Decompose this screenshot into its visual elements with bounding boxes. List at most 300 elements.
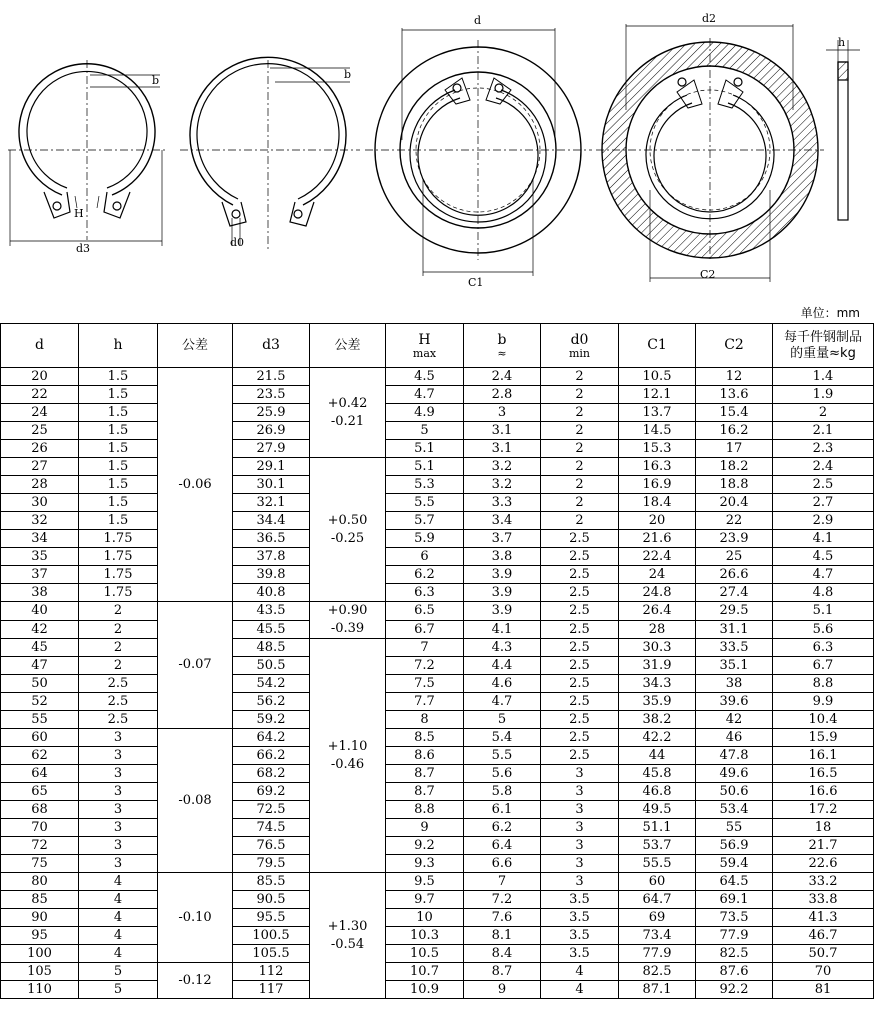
cell-C1: 18.4 (619, 494, 696, 512)
cell-H: 7 (386, 639, 464, 657)
table-row (1, 711, 874, 729)
cell-d0: 2.5 (541, 657, 619, 675)
d3-tolerance-line: -0.21 (330, 413, 365, 429)
cell-h: 1.5 (79, 512, 158, 530)
table-row (1, 657, 874, 675)
cell-w: 4.5 (773, 548, 874, 566)
cell-b: 3.2 (464, 458, 541, 476)
cell-d: 75 (1, 855, 79, 873)
cell-C1: 44 (619, 747, 696, 765)
cell-h: 1.5 (79, 440, 158, 458)
cell-H: 10.7 (386, 963, 464, 981)
cell-C1: 69 (619, 909, 696, 927)
cell-H: 5.5 (386, 494, 464, 512)
cell-d0: 3.5 (541, 927, 619, 945)
cell-h: 2.5 (79, 711, 158, 729)
cell-d0: 2 (541, 422, 619, 440)
cell-C2: 64.5 (696, 873, 773, 891)
cell-d3: 112 (233, 963, 310, 981)
cell-h: 3 (79, 747, 158, 765)
ring-installed-bore (365, 28, 592, 276)
cell-H: 8.8 (386, 801, 464, 819)
cell-d0: 2 (541, 386, 619, 404)
table-row (1, 584, 874, 602)
d3-tolerance-line: +0.50 (327, 512, 368, 528)
cell-C2: 50.6 (696, 783, 773, 801)
cell-d: 95 (1, 927, 79, 945)
column-header-main: d3 (262, 337, 280, 353)
cell-d: 72 (1, 837, 79, 855)
cell-d: 20 (1, 368, 79, 386)
cell-d: 70 (1, 819, 79, 837)
cell-h: 1.75 (79, 548, 158, 566)
label-d3: d3 (76, 242, 91, 255)
cell-d0: 2 (541, 476, 619, 494)
cell-b: 6.1 (464, 801, 541, 819)
cell-d0: 2 (541, 440, 619, 458)
cell-H: 10.5 (386, 945, 464, 963)
cell-w: 2.1 (773, 422, 874, 440)
d3-tolerance-line: +0.42 (327, 395, 368, 411)
cell-C2: 18.8 (696, 476, 773, 494)
cell-C1: 42.2 (619, 729, 696, 747)
cell-w: 6.7 (773, 657, 874, 675)
cell-b: 3.1 (464, 422, 541, 440)
cell-d: 24 (1, 404, 79, 422)
cell-d0: 2.5 (541, 675, 619, 693)
cell-h: 1.5 (79, 458, 158, 476)
table-row (1, 873, 874, 891)
cell-d: 50 (1, 675, 79, 693)
cell-d0: 2.5 (541, 747, 619, 765)
table-body (1, 368, 874, 999)
cell-C2: 25 (696, 548, 773, 566)
cell-b: 7 (464, 873, 541, 891)
cell-d3: 105.5 (233, 945, 310, 963)
cell-C1: 87.1 (619, 981, 696, 999)
cell-b: 3.1 (464, 440, 541, 458)
cell-w: 4.7 (773, 566, 874, 584)
cell-d: 25 (1, 422, 79, 440)
cell-h: 1.75 (79, 530, 158, 548)
cell-C2: 87.6 (696, 963, 773, 981)
cell-h: 2 (79, 657, 158, 675)
cell-w: 8.8 (773, 675, 874, 693)
cell-h: 3 (79, 729, 158, 747)
d3-tolerance-cell (310, 602, 386, 639)
cell-w: 21.7 (773, 837, 874, 855)
column-header-sub: ≈ (497, 346, 507, 360)
table-row (1, 602, 874, 621)
column-header (464, 324, 541, 368)
table-row (1, 368, 874, 386)
cell-C1: 13.7 (619, 404, 696, 422)
cell-d: 34 (1, 530, 79, 548)
cell-d3: 48.5 (233, 639, 310, 657)
cell-d3: 23.5 (233, 386, 310, 404)
cell-w: 1.9 (773, 386, 874, 404)
cell-b: 5.6 (464, 765, 541, 783)
cell-d3: 40.8 (233, 584, 310, 602)
cell-b: 8.7 (464, 963, 541, 981)
table-row (1, 530, 874, 548)
cell-C1: 22.4 (619, 548, 696, 566)
cell-H: 5.9 (386, 530, 464, 548)
cell-H: 6.7 (386, 620, 464, 639)
cell-d3: 79.5 (233, 855, 310, 873)
table-row (1, 945, 874, 963)
cell-d3: 26.9 (233, 422, 310, 440)
label-d: d (474, 14, 482, 27)
cell-h: 4 (79, 927, 158, 945)
table-row (1, 494, 874, 512)
cell-b: 3 (464, 404, 541, 422)
table-row (1, 891, 874, 909)
cell-C2: 15.4 (696, 404, 773, 422)
cell-C2: 20.4 (696, 494, 773, 512)
column-header-sub: min (568, 346, 591, 360)
cell-H: 4.9 (386, 404, 464, 422)
cell-d0: 4 (541, 963, 619, 981)
cell-d3: 66.2 (233, 747, 310, 765)
column-header-sub: 的重量≈kg (790, 345, 856, 361)
ring-housing-section (596, 24, 824, 282)
table-row (1, 927, 874, 945)
cell-h: 1.75 (79, 566, 158, 584)
cell-d3: 100.5 (233, 927, 310, 945)
cell-C1: 30.3 (619, 639, 696, 657)
cell-b: 8.1 (464, 927, 541, 945)
cell-C2: 82.5 (696, 945, 773, 963)
cell-d: 64 (1, 765, 79, 783)
cell-w: 2.5 (773, 476, 874, 494)
h-tolerance-cell: -0.07 (158, 602, 233, 729)
d3-tolerance-line: -0.54 (330, 936, 365, 952)
cell-C2: 49.6 (696, 765, 773, 783)
cell-C1: 55.5 (619, 855, 696, 873)
cell-d0: 2 (541, 458, 619, 476)
cell-w: 15.9 (773, 729, 874, 747)
cell-H: 4.5 (386, 368, 464, 386)
column-header-main: C2 (724, 337, 744, 353)
h-tolerance-cell: -0.10 (158, 873, 233, 963)
cell-b: 3.7 (464, 530, 541, 548)
cell-d0: 3 (541, 837, 619, 855)
cell-d3: 69.2 (233, 783, 310, 801)
cell-C2: 53.4 (696, 801, 773, 819)
d3-tolerance-line: +0.90 (327, 603, 368, 618)
label-d0: d0 (230, 236, 245, 249)
cell-b: 6.4 (464, 837, 541, 855)
cell-w: 70 (773, 963, 874, 981)
cell-d3: 76.5 (233, 837, 310, 855)
cell-w: 41.3 (773, 909, 874, 927)
cell-H: 9.3 (386, 855, 464, 873)
cell-h: 3 (79, 765, 158, 783)
cell-d3: 34.4 (233, 512, 310, 530)
cell-w: 50.7 (773, 945, 874, 963)
table-row (1, 620, 874, 639)
cell-b: 6.2 (464, 819, 541, 837)
column-header-main: 每千件钢制品 (783, 329, 862, 345)
cell-d: 65 (1, 783, 79, 801)
table-row (1, 981, 874, 999)
cell-C1: 60 (619, 873, 696, 891)
cell-d0: 2.5 (541, 729, 619, 747)
cell-d0: 2.5 (541, 639, 619, 657)
table-row (1, 476, 874, 494)
cell-d0: 3.5 (541, 909, 619, 927)
cell-H: 5.3 (386, 476, 464, 494)
cell-w: 16.6 (773, 783, 874, 801)
cell-H: 9.7 (386, 891, 464, 909)
cell-d3: 54.2 (233, 675, 310, 693)
cell-d3: 117 (233, 981, 310, 999)
cell-d3: 27.9 (233, 440, 310, 458)
d3-tolerance-line: -0.25 (330, 530, 365, 546)
cell-d0: 3 (541, 855, 619, 873)
cell-h: 2.5 (79, 675, 158, 693)
cell-b: 3.2 (464, 476, 541, 494)
cell-C1: 34.3 (619, 675, 696, 693)
cell-w: 2.9 (773, 512, 874, 530)
table-row (1, 404, 874, 422)
cell-d3: 32.1 (233, 494, 310, 512)
cell-w: 5.1 (773, 602, 874, 621)
table-row (1, 963, 874, 981)
cell-b: 5.5 (464, 747, 541, 765)
cell-d3: 39.8 (233, 566, 310, 584)
cell-d0: 3 (541, 873, 619, 891)
cell-C2: 69.1 (696, 891, 773, 909)
cell-d: 28 (1, 476, 79, 494)
label-b-1: b (152, 74, 160, 87)
cell-h: 1.75 (79, 584, 158, 602)
cell-d0: 2.5 (541, 548, 619, 566)
cell-C2: 77.9 (696, 927, 773, 945)
cell-C1: 64.7 (619, 891, 696, 909)
cell-d3: 85.5 (233, 873, 310, 891)
cell-d: 52 (1, 693, 79, 711)
cell-w: 6.3 (773, 639, 874, 657)
cell-C2: 92.2 (696, 981, 773, 999)
cell-H: 5.1 (386, 458, 464, 476)
cell-d: 60 (1, 729, 79, 747)
ring-side-view (180, 57, 360, 250)
cell-C1: 45.8 (619, 765, 696, 783)
cell-C1: 14.5 (619, 422, 696, 440)
cell-C1: 77.9 (619, 945, 696, 963)
label-C1: C1 (468, 276, 484, 289)
h-tolerance-cell: -0.12 (158, 963, 233, 999)
h-tolerance-cell: -0.06 (158, 368, 233, 602)
cell-w: 17.2 (773, 801, 874, 819)
cell-d3: 72.5 (233, 801, 310, 819)
cell-d0: 2.5 (541, 530, 619, 548)
label-H: H (74, 207, 84, 220)
cell-H: 7.5 (386, 675, 464, 693)
column-header-main: d0 (570, 331, 589, 348)
cell-C2: 22 (696, 512, 773, 530)
cell-H: 8.7 (386, 783, 464, 801)
cell-d3: 29.1 (233, 458, 310, 476)
cell-C2: 73.5 (696, 909, 773, 927)
cell-h: 2 (79, 620, 158, 639)
cell-b: 3.9 (464, 566, 541, 584)
cell-d0: 2.5 (541, 711, 619, 729)
cell-C2: 31.1 (696, 620, 773, 639)
cell-w: 2 (773, 404, 874, 422)
cell-b: 5 (464, 711, 541, 729)
table-row (1, 386, 874, 404)
cell-w: 33.2 (773, 873, 874, 891)
table-row (1, 783, 874, 801)
column-header (386, 324, 464, 368)
column-header-main: h (113, 337, 123, 353)
cell-C2: 38 (696, 675, 773, 693)
cell-H: 8.7 (386, 765, 464, 783)
cell-b: 3.3 (464, 494, 541, 512)
cell-w: 18 (773, 819, 874, 837)
cell-d: 45 (1, 639, 79, 657)
cell-d0: 3 (541, 765, 619, 783)
cell-C1: 20 (619, 512, 696, 530)
cell-b: 2.4 (464, 368, 541, 386)
cell-h: 2.5 (79, 693, 158, 711)
cell-h: 1.5 (79, 386, 158, 404)
cell-w: 10.4 (773, 711, 874, 729)
label-C2: C2 (700, 268, 716, 281)
cell-b: 7.6 (464, 909, 541, 927)
column-header-main: b (497, 331, 507, 348)
cell-d3: 25.9 (233, 404, 310, 422)
cell-H: 9 (386, 819, 464, 837)
table-row (1, 512, 874, 530)
cell-H: 9.5 (386, 873, 464, 891)
cell-d: 27 (1, 458, 79, 476)
cell-d: 100 (1, 945, 79, 963)
cell-d3: 64.2 (233, 729, 310, 747)
column-header-main: 公差 (181, 338, 208, 353)
cell-h: 5 (79, 963, 158, 981)
cell-w: 22.6 (773, 855, 874, 873)
cell-C1: 49.5 (619, 801, 696, 819)
cell-C1: 10.5 (619, 368, 696, 386)
cell-d0: 3 (541, 783, 619, 801)
cell-C1: 21.6 (619, 530, 696, 548)
cell-b: 4.3 (464, 639, 541, 657)
cell-C1: 26.4 (619, 602, 696, 621)
cell-b: 3.8 (464, 548, 541, 566)
cell-C1: 31.9 (619, 657, 696, 675)
cell-C1: 15.3 (619, 440, 696, 458)
cell-h: 1.5 (79, 404, 158, 422)
cell-h: 1.5 (79, 422, 158, 440)
cell-H: 6 (386, 548, 464, 566)
cell-d: 40 (1, 602, 79, 621)
cell-h: 1.5 (79, 476, 158, 494)
cell-C2: 56.9 (696, 837, 773, 855)
table-row (1, 855, 874, 873)
column-header (158, 324, 233, 368)
cell-H: 8.5 (386, 729, 464, 747)
cell-d: 32 (1, 512, 79, 530)
cell-b: 4.4 (464, 657, 541, 675)
cell-C1: 16.3 (619, 458, 696, 476)
cell-w: 16.1 (773, 747, 874, 765)
cell-b: 3.9 (464, 584, 541, 602)
cell-h: 3 (79, 855, 158, 873)
cell-d0: 2.5 (541, 602, 619, 621)
cell-w: 33.8 (773, 891, 874, 909)
cell-C2: 27.4 (696, 584, 773, 602)
column-header-main: d (35, 337, 44, 353)
cell-w: 5.6 (773, 620, 874, 639)
cell-d0: 3.5 (541, 945, 619, 963)
cell-b: 6.6 (464, 855, 541, 873)
cell-C1: 73.4 (619, 927, 696, 945)
cell-w: 1.4 (773, 368, 874, 386)
cell-C1: 35.9 (619, 693, 696, 711)
cell-d: 68 (1, 801, 79, 819)
cell-C2: 23.9 (696, 530, 773, 548)
cell-d0: 3 (541, 801, 619, 819)
cell-d0: 2 (541, 494, 619, 512)
d3-tolerance-line: +1.10 (327, 738, 368, 754)
cell-b: 5.8 (464, 783, 541, 801)
cell-H: 10 (386, 909, 464, 927)
cell-d: 62 (1, 747, 79, 765)
cell-b: 5.4 (464, 729, 541, 747)
label-b-2: b (344, 68, 352, 81)
ring-thickness-profile (826, 40, 860, 220)
cell-H: 10.3 (386, 927, 464, 945)
cell-C2: 18.2 (696, 458, 773, 476)
cell-d: 35 (1, 548, 79, 566)
cell-H: 6.3 (386, 584, 464, 602)
cell-b: 3.4 (464, 512, 541, 530)
cell-d: 80 (1, 873, 79, 891)
cell-H: 8.6 (386, 747, 464, 765)
cell-d3: 68.2 (233, 765, 310, 783)
cell-d: 110 (1, 981, 79, 999)
cell-h: 3 (79, 819, 158, 837)
cell-d3: 95.5 (233, 909, 310, 927)
cell-d0: 4 (541, 981, 619, 999)
d3-tolerance-cell (310, 458, 386, 602)
column-header (696, 324, 773, 368)
cell-h: 4 (79, 945, 158, 963)
cell-d3: 37.8 (233, 548, 310, 566)
cell-h: 4 (79, 909, 158, 927)
cell-d: 37 (1, 566, 79, 584)
d3-tolerance-cell (310, 873, 386, 999)
cell-d: 26 (1, 440, 79, 458)
cell-h: 1.5 (79, 368, 158, 386)
cell-h: 5 (79, 981, 158, 999)
cell-C2: 59.4 (696, 855, 773, 873)
cell-d: 42 (1, 620, 79, 639)
cell-b: 3.9 (464, 602, 541, 621)
cell-d0: 3.5 (541, 891, 619, 909)
table-row (1, 909, 874, 927)
cell-C2: 46 (696, 729, 773, 747)
cell-b: 4.1 (464, 620, 541, 639)
cell-b: 2.8 (464, 386, 541, 404)
cell-d3: 56.2 (233, 693, 310, 711)
d3-tolerance-cell (310, 639, 386, 873)
cell-b: 4.7 (464, 693, 541, 711)
